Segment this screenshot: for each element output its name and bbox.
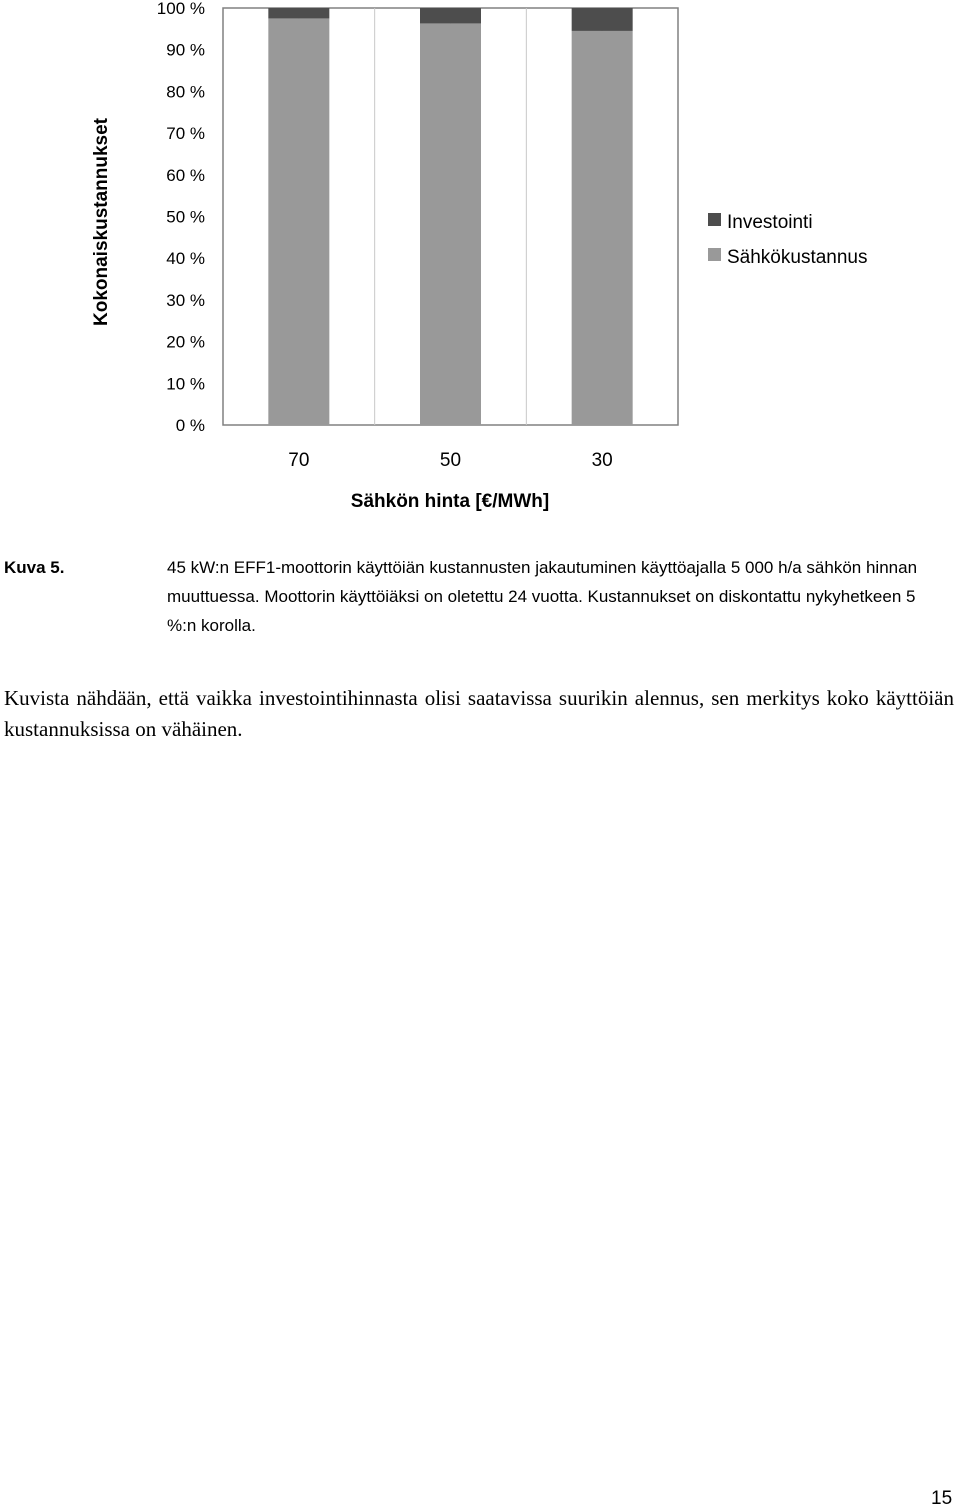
x-axis-ticks (288, 450, 612, 471)
x-tick-label: 30 (591, 450, 613, 471)
caption-label: Kuva 5. (4, 558, 65, 577)
x-tick-label: 70 (288, 450, 310, 471)
y-tick-label: 100 % (156, 0, 205, 18)
page-number: 15 (931, 1488, 953, 1509)
legend-swatch-sahkokustannus (708, 248, 721, 261)
legend (708, 212, 868, 268)
y-axis-ticks (157, 0, 205, 435)
caption-text: 45 kW:n EFF1-moottorin käyttöiän kustannusten jakautuminen käyttöajalla 5 000 h/a sähkön hinnan muuttuessa. Moottorin käyttöiäksi on oletettu 24 vuotta. Kustannukset on diskontattu nykyhetkeen 5 %:n korolla. (167, 558, 918, 635)
bar-segment-investointi-50 (420, 8, 481, 23)
y-tick-label: 50 % (166, 207, 205, 227)
bars (268, 8, 632, 425)
y-tick-label: 60 % (166, 165, 205, 185)
stacked-bar-chart (0, 0, 960, 530)
y-tick-label: 40 % (166, 249, 205, 269)
bar-segment-sahkokustannus-70 (268, 18, 329, 425)
y-tick-label: 30 % (166, 290, 205, 310)
bar-segment-sahkokustannus-30 (572, 31, 633, 425)
legend-label-investointi: Investointi (727, 212, 813, 233)
x-tick-label: 50 (439, 450, 462, 471)
legend-swatch-investointi (708, 213, 721, 226)
y-tick-label: 80 % (166, 82, 205, 102)
bar-segment-investointi-30 (572, 8, 633, 31)
bar-segment-sahkokustannus-50 (420, 23, 481, 425)
y-tick-label: 90 % (166, 40, 205, 60)
y-tick-label: 10 % (166, 374, 205, 394)
legend-label-sahkokustannus: Sähkökustannus (727, 247, 868, 268)
y-axis-label: Kokonaiskustannukset (91, 118, 112, 326)
y-tick-label: 20 % (166, 332, 205, 352)
y-tick-label: 70 % (166, 124, 205, 144)
x-axis-label: Sähkön hinta [€/MWh] (350, 491, 550, 512)
y-tick-label: 0 % (175, 416, 205, 435)
body-paragraph: Kuvista nähdään, että vaikka investointihinnasta olisi saatavissa suurikin alennus, sen merkitys koko käyttöiän kustannuksissa on vähäinen. (4, 686, 954, 741)
bar-segment-investointi-70 (268, 8, 329, 18)
